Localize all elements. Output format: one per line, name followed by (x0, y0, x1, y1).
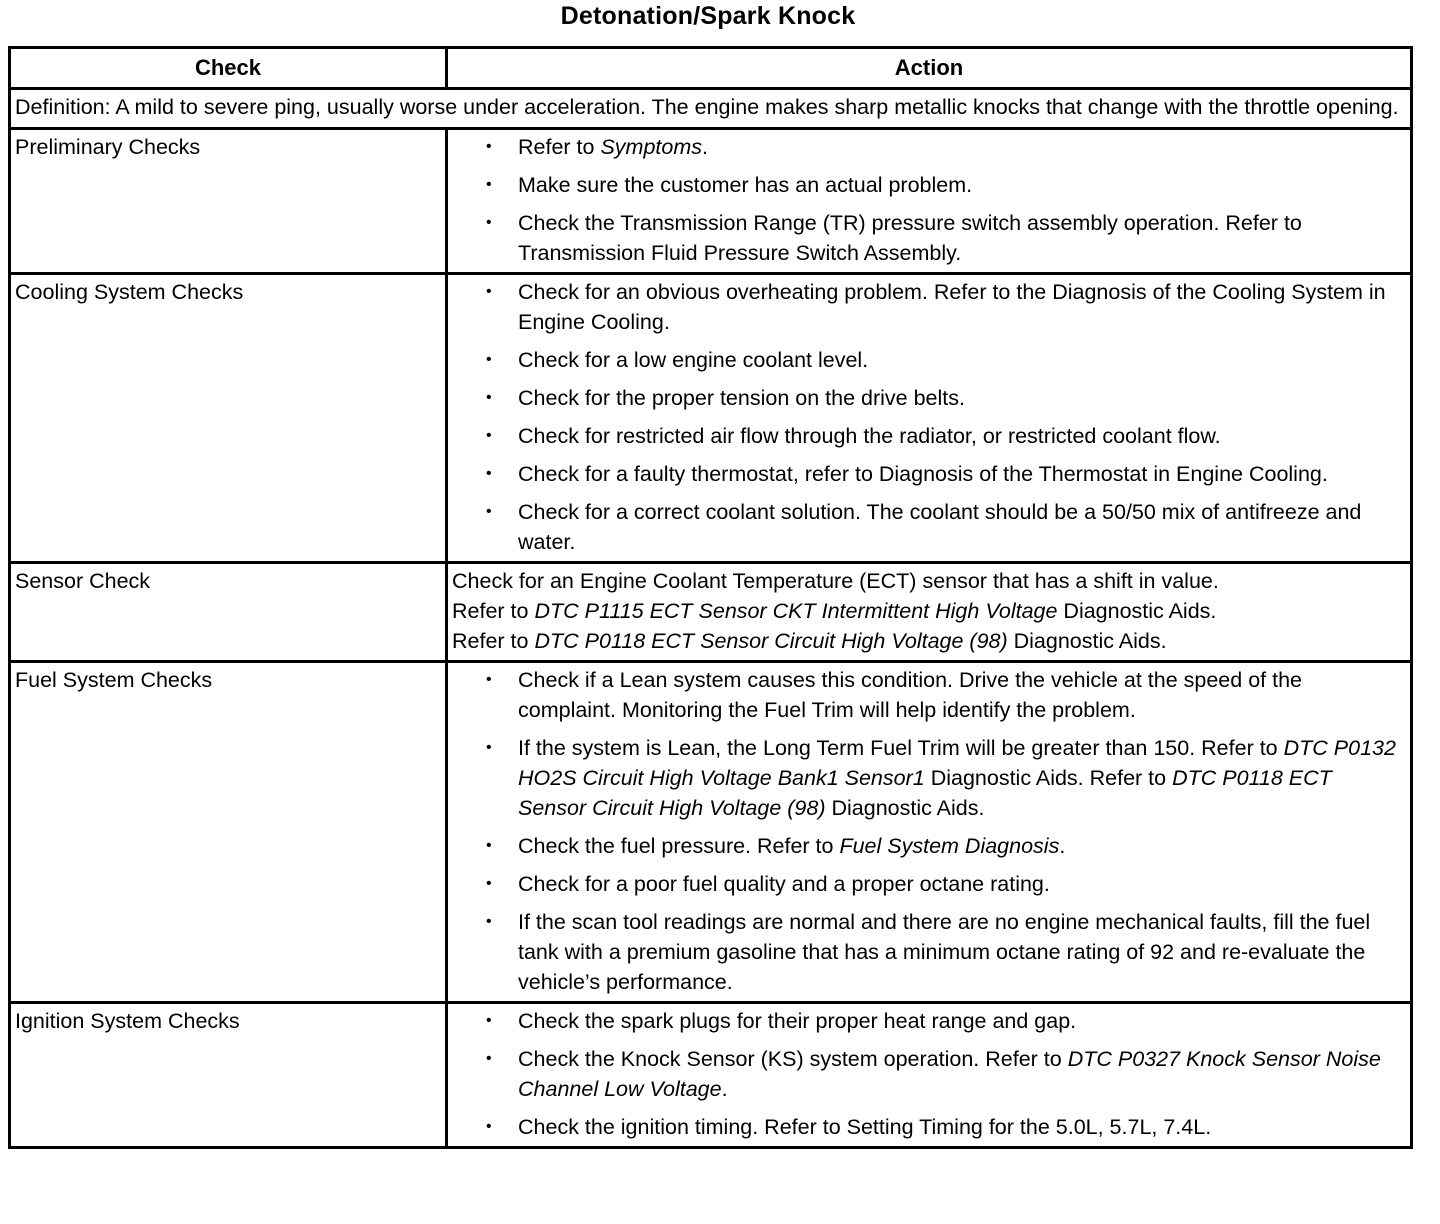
action-text: Check for an obvious overheating problem. Refer to the Diagnosis of the Cooling System in Engine Cooling. (518, 280, 1386, 334)
action-list-item (484, 277, 1396, 337)
action-cell (447, 662, 1412, 1003)
action-text: If the scan tool readings are normal and there are no engine mechanical faults, fill the fuel tank with a premium gasoline that has a minimum octane rating of 92 and re-evaluate the vehicle’s performance. (518, 910, 1371, 994)
action-list (452, 1006, 1406, 1142)
column-header-action: Action (447, 48, 1412, 89)
action-list-item (484, 383, 1396, 413)
action-list-item (484, 1006, 1396, 1036)
definition-row (10, 89, 1412, 129)
check-cell (10, 129, 447, 274)
action-text: Refer to (452, 599, 535, 623)
action-list-item (484, 208, 1396, 268)
action-list-item (484, 170, 1396, 200)
reference-link-text: Symptoms (600, 135, 703, 159)
check-cell (10, 274, 447, 563)
action-text: . (702, 135, 708, 159)
action-text: . (1059, 834, 1066, 858)
check-cell (10, 662, 447, 1003)
action-text: Diagnostic Aids. (1007, 629, 1167, 653)
action-line (452, 596, 1406, 626)
check-label: Fuel System Checks (15, 668, 213, 692)
table-row (10, 129, 1412, 274)
action-text: Check the ignition timing. Refer to Setting Timing for the 5.0L, 5.7L, 7.4L. (518, 1115, 1212, 1139)
table-row (10, 274, 1412, 563)
action-text: Refer to (518, 135, 601, 159)
page-title: Detonation/Spark Knock (560, 2, 856, 30)
action-text: Make sure the customer has an actual problem. (518, 173, 973, 197)
action-list-item (484, 831, 1396, 861)
action-cell (447, 274, 1412, 563)
action-text: Check the fuel pressure. Refer to (518, 834, 840, 858)
reference-link-text: DTC P1115 ECT Sensor CKT Intermittent High Voltage (534, 599, 1058, 623)
action-list-item (484, 421, 1396, 451)
action-list-item (484, 459, 1396, 489)
action-list-item (484, 869, 1396, 899)
action-cell (447, 563, 1412, 662)
action-text: Check the Knock Sensor (KS) system operation. Refer to (518, 1047, 1068, 1071)
diagnosis-table (8, 46, 1413, 1149)
action-text: Check for the proper tension on the drive belts. (518, 386, 965, 410)
action-text: Check the spark plugs for their proper heat range and gap. (518, 1009, 1077, 1033)
action-list-item (484, 665, 1396, 725)
action-cell (447, 1003, 1412, 1148)
check-cell (10, 563, 447, 662)
action-text: Check for a low engine coolant level. (518, 348, 869, 372)
action-text: Refer to (452, 629, 535, 653)
check-label: Ignition System Checks (15, 1009, 240, 1033)
action-list (452, 665, 1406, 997)
check-label: Sensor Check (15, 569, 151, 593)
check-cell (10, 1003, 447, 1148)
reference-link-text: DTC P0118 ECT Sensor Circuit High Voltage (98) (518, 766, 1332, 820)
action-list-item (484, 733, 1396, 823)
table-row (10, 662, 1412, 1003)
action-list-item (484, 907, 1396, 997)
action-list-item (484, 1044, 1396, 1104)
action-text: Diagnostic Aids. (1057, 599, 1217, 623)
action-list-item (484, 497, 1396, 557)
action-text: Check the Transmission Range (TR) pressure switch assembly operation. Refer to Transmission Fluid Pressure Switch Assembly. (518, 211, 1302, 265)
action-text: If the system is Lean, the Long Term Fuel Trim will be greater than 150. Refer to (518, 736, 1284, 760)
action-text: Check for a correct coolant solution. The coolant should be a 50/50 mix of antifreeze and water. (518, 500, 1362, 554)
action-list-item (484, 345, 1396, 375)
action-list (452, 277, 1406, 557)
action-text: Diagnostic Aids. Refer to (924, 766, 1173, 790)
table-row (10, 563, 1412, 662)
action-text: Check for a poor fuel quality and a proper octane rating. (518, 872, 1050, 896)
table-header-row (10, 48, 1412, 89)
definition-text: Definition: A mild to severe ping, usually worse under acceleration. The engine makes sharp metallic knocks that change with the throttle opening. (10, 89, 1412, 129)
reference-link-text: DTC P0132 HO2S Circuit High Voltage Bank1 Sensor1 (518, 736, 1396, 790)
action-list (452, 132, 1406, 268)
action-text: Check for restricted air flow through the radiator, or restricted coolant flow. (518, 424, 1221, 448)
action-line (452, 626, 1406, 656)
reference-link-text: DTC P0327 Knock Sensor Noise Channel Low Voltage (518, 1047, 1381, 1101)
action-text: Check for a faulty thermostat, refer to Diagnosis of the Thermostat in Engine Cooling. (518, 462, 1328, 486)
check-label: Cooling System Checks (15, 280, 244, 304)
action-line (452, 566, 1406, 596)
action-cell (447, 129, 1412, 274)
action-text: Diagnostic Aids. (825, 796, 985, 820)
action-text: . (721, 1077, 728, 1101)
table-row (10, 1003, 1412, 1148)
reference-link-text: Fuel System Diagnosis (839, 834, 1060, 858)
action-list-item (484, 1112, 1396, 1142)
action-text: Check for an Engine Coolant Temperature (ECT) sensor that has a shift in value. (452, 569, 1219, 593)
action-list-item (484, 132, 1396, 162)
action-text: Check if a Lean system causes this condition. Drive the vehicle at the speed of the complaint. Monitoring the Fuel Trim will help identify the problem. (518, 668, 1302, 722)
column-header-check: Check (10, 48, 447, 89)
reference-link-text: DTC P0118 ECT Sensor Circuit High Voltage (98) (534, 629, 1008, 653)
check-label: Preliminary Checks (15, 135, 201, 159)
